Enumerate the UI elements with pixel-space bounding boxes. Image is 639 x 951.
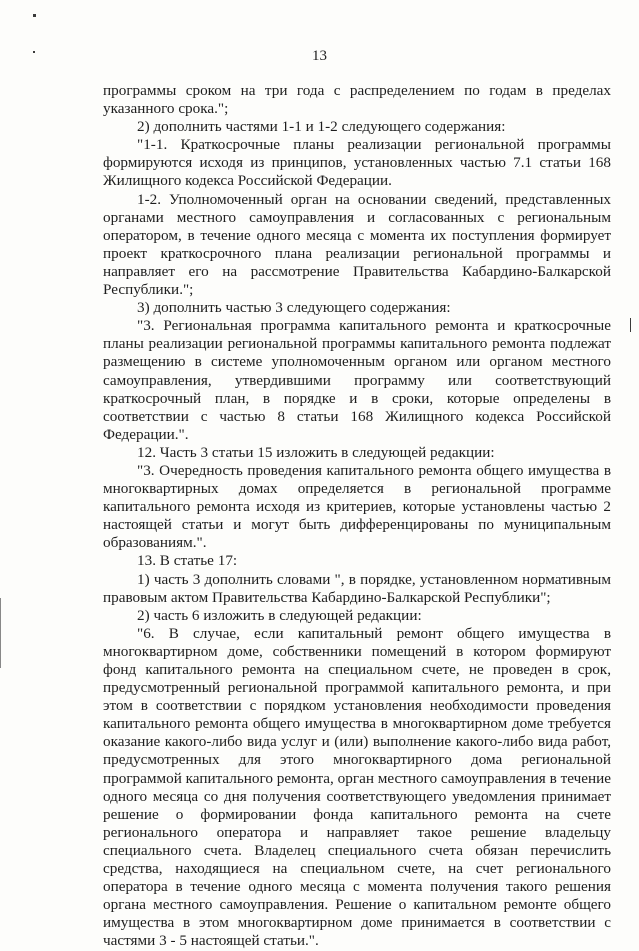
scan-speck xyxy=(33,14,36,17)
paragraph: 2) дополнить частями 1-1 и 1-2 следующего содержания: xyxy=(137,118,506,136)
paragraph: "3. Очередность проведения капитального ремонта общего имущества в многоквартирных домах определяется в региональной программе капитального ремонта исходя из критериев, которые установлены частью 2 настоящей статьи и могут быть дифференцированы по муниципальным образованиям.". xyxy=(103,461,611,552)
paragraph: 1) часть 3 дополнить словами ", в порядке, установленном нормативным правовым актом Правительства Кабардино-Балкарской Республики"; xyxy=(103,570,611,606)
document-body xyxy=(103,82,611,951)
paragraph: "3. Региональная программа капитального ремонта и краткосрочные планы реализации региональной программы капитального ремонта подлежат размещению в системе уполномоченным органом или органом местного самоуправления, утвердившими программу или соответствующий краткосрочный план, в порядке и в сроки, которые определены в соответствии с частью 8 статьи 168 Жилищного кодекса Российской Федерации.". xyxy=(103,317,611,443)
paragraph: 1-2. Уполномоченный орган на основании сведений, представленных органами местного самоуправления и согласованных с региональным оператором, в течение одного месяца с момента их поступления формирует проект краткосрочного плана реализации региональной программы и направляет его на рассмотрение Правительства Кабардино-Балкарской Республики."; xyxy=(103,190,611,299)
paragraph: 12. Часть 3 статьи 15 изложить в следующей редакции: xyxy=(137,443,495,461)
paragraph: "1-1. Краткосрочные планы реализации региональной программы формируются исходя из принципов, установленных частью 7.1 статьи 168 Жилищного кодекса Российской Федерации. xyxy=(103,136,611,190)
paragraph-continuation: программы сроком на три года с распределением по годам в пределах указанного срока."; xyxy=(103,82,611,118)
scan-edge-mark xyxy=(0,598,1,668)
page-number: 13 xyxy=(312,48,327,64)
paragraph: "6. В случае, если капитальный ремонт общего имущества в многоквартирном доме, собственники помещений в котором формируют фонд капитального ремонта на специальном счете, не проведен в срок, предусмотренный региональной программой капитального ремонта, и при этом в соответствии с порядком установления необходимости проведения капитального ремонта общего имущества в многоквартирном доме требуется оказание какого-либо вида услуг и (или) выполнение какого-либо вида работ, предусмотренных для этого многоквартирного дома региональной программой капитального ремонта, орган местного самоуправления в течение одного месяца со дня получения соответствующего уведомления принимает решение о формировании фонда капитального ремонта на счете регионального оператора и направляет такое решение владельцу специального счета. Владелец специального счета обязан перечислить средства, находящиеся на специальном счете, на счет регионального оператора в течение одного месяца с момента получения такого решения органа местного самоуправления. Решение о капитальном ремонте общего имущества в этом многоквартирном доме принимается в соответствии с частями 3 - 5 настоящей статьи.". xyxy=(103,624,611,950)
paragraph: 13. В статье 17: xyxy=(137,552,238,570)
scan-edge-mark xyxy=(630,318,631,332)
paragraph: 2) часть 6 изложить в следующей редакции: xyxy=(137,606,422,624)
paragraph: 3) дополнить частью 3 следующего содержания: xyxy=(137,299,451,317)
